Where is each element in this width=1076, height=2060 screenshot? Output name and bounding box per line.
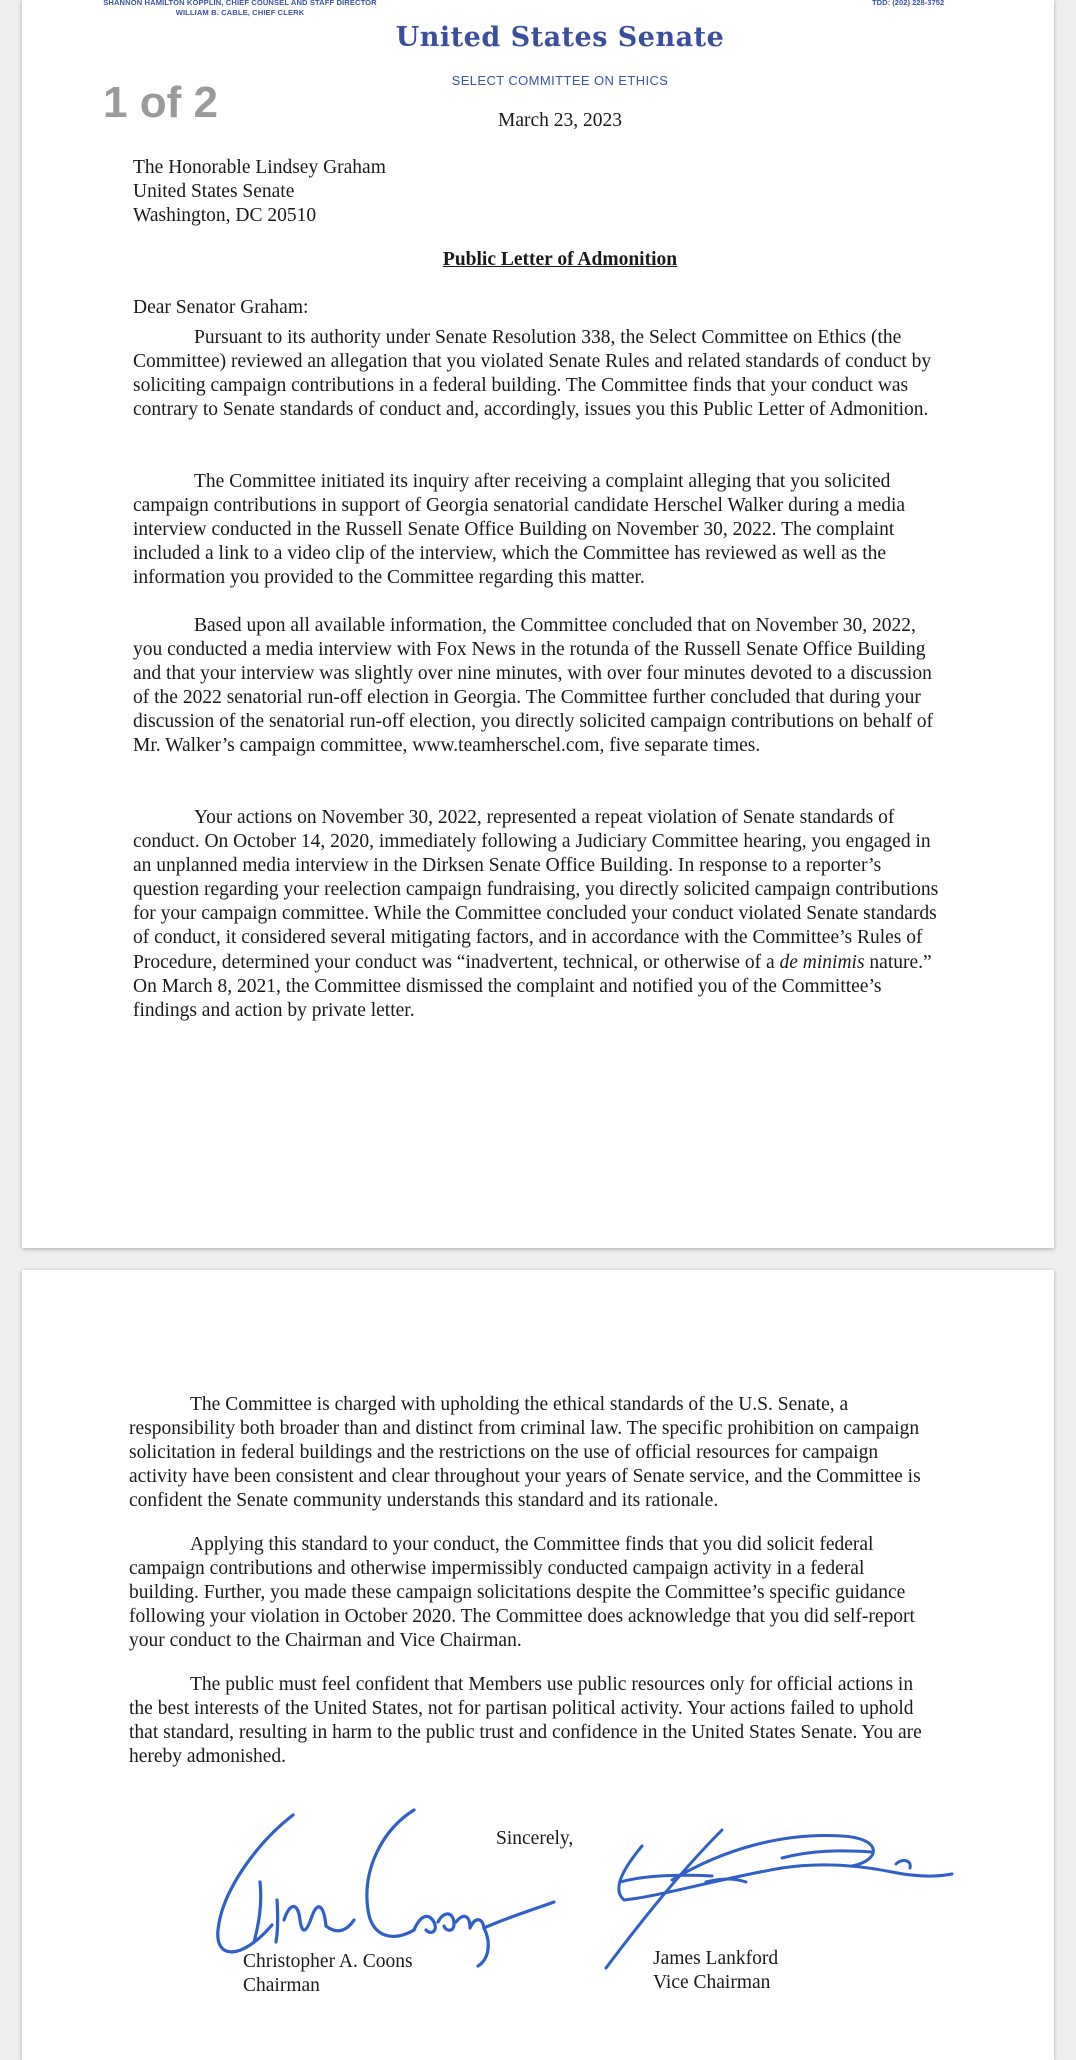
- signatures: [22, 1270, 1054, 2050]
- salutation: Dear Senator Graham:: [133, 297, 309, 318]
- signer-name: Christopher A. Coons: [243, 1951, 413, 1972]
- coons-signature: [218, 1810, 554, 1966]
- address-line: Washington, DC 20510: [133, 205, 317, 226]
- letter-date: March 23, 2023: [497, 110, 623, 131]
- page-counter: 1 of 2: [103, 78, 218, 127]
- tdd-number: TDD: (202) 228-3752: [872, 0, 945, 7]
- letter-page-1: [22, 0, 1054, 1248]
- staff-line-1: SHANNON HAMILTON KOPPLIN, CHIEF COUNSEL AND STAFF DIRECTOR: [103, 0, 377, 7]
- recipient-address: [133, 156, 386, 228]
- body-paragraph: The Committee initiated its inquiry after receiving a complaint alleging that you solicited campaign contributions in support of Georgia senatorial candidate Herschel Walker during a media interview conducted in the Russell Senate Office Building on November 30, 2022. The complaint included a link to a video clip of the interview, which the Committee has reviewed as well as the information you provided to the Committee regarding this matter.: [133, 471, 906, 589]
- signer-vice-chairman: [653, 1947, 778, 1995]
- closing: Sincerely,: [496, 1828, 574, 1849]
- italic-term: de minimis: [779, 951, 865, 973]
- body-paragraph: [133, 806, 939, 1023]
- body-paragraph: Based upon all available information, the Committee concluded that on November 30, 2022, you conducted a media interview with Fox News in the rotunda of the Russell Senate Office Building and that your interview was slightly over nine minutes, with over four minutes devoted to a discussion of the 2022 senatorial run-off election in Georgia. The Committee further concluded that during your discussion of the senatorial run-off election, you directly solicited campaign contributions on behalf of Mr. Walker’s campaign committee, www.teamherschel.com, five separate times.: [133, 615, 934, 757]
- address-line: The Honorable Lindsey Graham: [133, 157, 386, 178]
- letterhead-title: United States Senate: [395, 22, 725, 53]
- letter-page-2: [22, 1270, 1054, 2060]
- signer-name: James Lankford: [653, 1948, 779, 1969]
- paragraph-text: nature.” On March 8, 2021, the Committee dismissed the complaint and notified you of the Committee’s findings and action by private letter.: [133, 951, 932, 1021]
- body-paragraph: The public must feel confident that Members use public resources only for official actions in the best interests of the United States, not for partisan political activity. Your actions failed to uphold that standard, resulting in harm to the public trust and confidence in the United States Senate. You are hereby admonished.: [129, 1674, 922, 1768]
- address-line: United States Senate: [133, 181, 295, 202]
- letter-subject: Public Letter of Admonition: [442, 249, 678, 270]
- signer-title: Vice Chairman: [653, 1972, 771, 1993]
- body-paragraph: Applying this standard to your conduct, the Committee finds that you did solicit federal campaign contributions and otherwise impermissibly conducted campaign activity in a federal building. Further, you made these campaign solicitations despite the Committee’s specific guidance following your violation in October 2020. The Committee does acknowledge that you did self-report your conduct to the Chairman and Vice Chairman.: [129, 1534, 915, 1652]
- body-paragraph: The Committee is charged with upholding the ethical standards of the U.S. Senate, a responsibility both broader than and distinct from criminal law. The specific prohibition on campaign solicitation in federal buildings and the restrictions on the use of official resources for campaign activity have been consistent and clear throughout your years of Senate service, and the Committee is confident the Senate community understands this standard and its rationale.: [129, 1394, 921, 1512]
- body-paragraph: Pursuant to its authority under Senate Resolution 338, the Select Committee on Ethics (the Committee) reviewed an allegation that you violated Senate Rules and related standards of conduct by soliciting campaign contributions in a federal building. The Committee finds that your conduct was contrary to Senate standards of conduct and, accordingly, issues you this Public Letter of Admonition.: [133, 327, 932, 421]
- letterhead-staff: [75, 0, 405, 18]
- paragraph-text: Your actions on November 30, 2022, represented a repeat violation of Senate standards of conduct. On October 14, 2020, immediately following a Judiciary Committee hearing, you engaged in an unplanned media interview in the Dirksen Senate Office Building. In response to a reporter’s question regarding your reelection campaign fundraising, you directly solicited campaign contributions for your campaign committee. While the Committee concluded your conduct violated Senate standards of conduct, it considered several mitigating factors, and in accordance with the Committee’s Rules of Procedure, determined your conduct was “inadvertent, technical, or otherwise of a: [133, 807, 939, 973]
- signer-chairman: [243, 1950, 413, 1998]
- staff-line-2: WILLIAM B. CABLE, CHIEF CLERK: [175, 8, 305, 17]
- signer-title: Chairman: [243, 1975, 320, 1996]
- letterhead-committee: SELECT COMMITTEE ON ETHICS: [451, 73, 669, 88]
